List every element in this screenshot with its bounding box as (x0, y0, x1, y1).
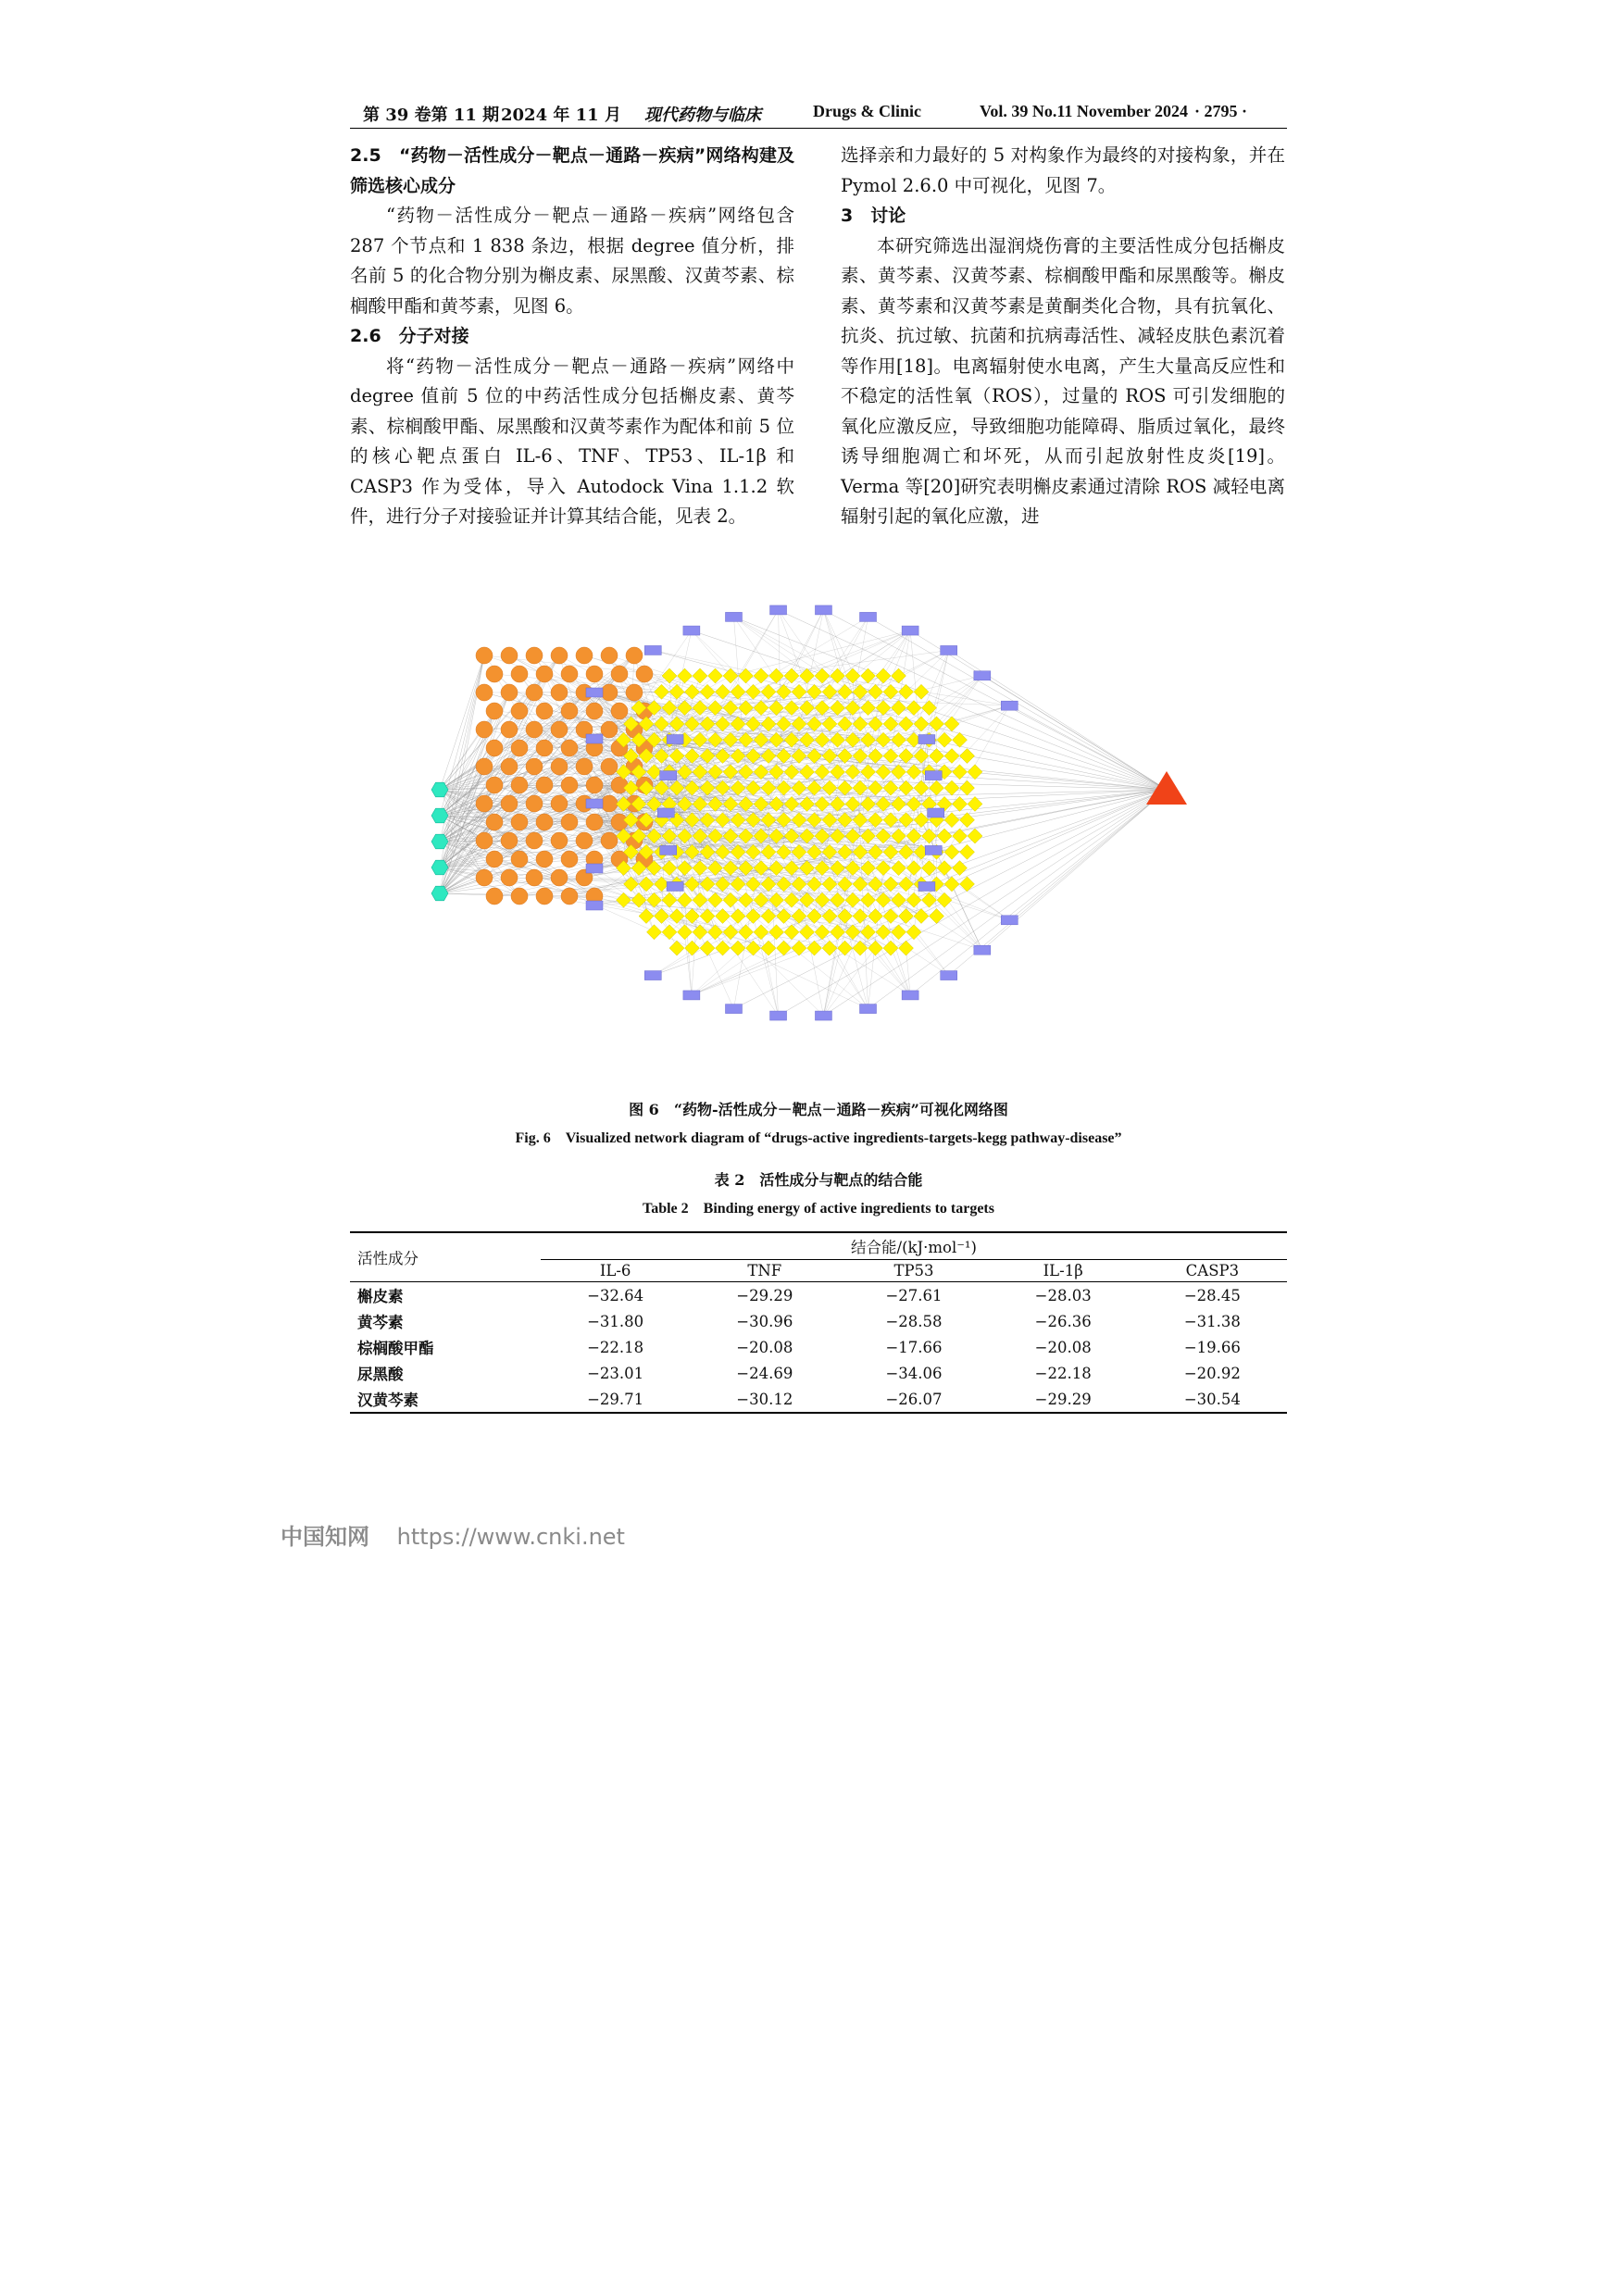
target-node (960, 749, 975, 764)
target-node (746, 877, 761, 892)
ingredient-node (576, 647, 593, 664)
target-node (883, 780, 898, 795)
network-edge (982, 676, 1167, 790)
ingredient-node (501, 721, 518, 738)
target-node (678, 861, 693, 876)
ingredient-node (501, 684, 518, 701)
ingredient-node (551, 795, 568, 812)
target-node (838, 941, 853, 955)
table-row (350, 1334, 1287, 1360)
target-node (662, 892, 677, 907)
pathway-node (586, 734, 603, 743)
table-caption-cn: 表 2 活性成分与靶点的结合能 (714, 1171, 923, 1189)
target-node (899, 877, 914, 892)
ingredient-name: 尿黑酸 (357, 1366, 404, 1383)
ingredient-node (526, 795, 543, 812)
table-cell: −29.29 (736, 1286, 793, 1304)
target-node (960, 877, 975, 892)
network-diagram (421, 600, 1230, 1051)
ingredient-node (536, 814, 553, 830)
target-node (647, 892, 662, 907)
target-node (845, 765, 860, 780)
target-node (754, 892, 768, 907)
target-node (944, 877, 959, 892)
target-node (792, 941, 806, 955)
table-cell: −28.58 (885, 1312, 943, 1330)
ingredient-node (586, 777, 603, 793)
table-column-header: IL-6 (599, 1262, 631, 1279)
table-cell: −28.03 (1034, 1286, 1092, 1304)
target-node (700, 941, 715, 955)
ingredient-node (611, 777, 628, 793)
pathway-node (860, 612, 877, 621)
table-column-header: CASP3 (1185, 1262, 1240, 1279)
target-node (876, 701, 891, 716)
ingredient-node (561, 851, 578, 867)
table-row (350, 1282, 1287, 1309)
ingredient-node (611, 666, 628, 682)
ingredient-node (601, 721, 618, 738)
ingredient-node (561, 740, 578, 756)
journal-volume-en: Vol. 39 No.11 November 2024 (980, 102, 1188, 120)
pathway-node (925, 771, 942, 780)
ingredient-node (601, 647, 618, 664)
ingredient-name: 黄芩素 (357, 1314, 404, 1331)
ingredient-node (476, 795, 493, 812)
ingredient-node (486, 888, 503, 905)
journal-date: 2024 年 11 月 (501, 106, 621, 125)
target-node (899, 780, 914, 795)
section-2-5-paragraph: “药物－活性成分－靶点－通路－疾病”网络包含 287 个节点和 1 838 条边，根据 degree 值分析，排名前 5 的化合物分别为槲皮素、尿黑酸、汉黄芩素、棕榈酸甲酯和黄芩素，见图 6。 (350, 205, 794, 317)
target-node (678, 925, 693, 940)
ingredient-name: 棕榈酸甲酯 (357, 1340, 434, 1357)
table-cell: −28.45 (1183, 1286, 1241, 1304)
ingredient-node (511, 814, 528, 830)
target-node (937, 732, 952, 747)
table-cell: −31.38 (1183, 1312, 1241, 1330)
target-node (731, 684, 745, 699)
target-node (800, 892, 815, 907)
table-column-header: TNF (747, 1262, 782, 1279)
ingredient-node (501, 758, 518, 775)
target-node (883, 717, 898, 731)
target-node (906, 925, 921, 940)
table-cell: −27.61 (885, 1286, 943, 1304)
pathway-node (770, 605, 787, 615)
target-node (617, 892, 631, 907)
table-row (350, 1308, 1287, 1334)
pathway-node (660, 771, 677, 780)
target-node (792, 749, 806, 764)
ingredient-node (486, 851, 503, 867)
target-node (899, 941, 914, 955)
table-cell: −30.54 (1183, 1390, 1241, 1408)
pathway-node (860, 1004, 877, 1014)
pathway-node (941, 645, 957, 655)
network-edge (692, 932, 822, 995)
ingredient-node (501, 832, 518, 849)
target-node (669, 941, 684, 955)
pathway-node (918, 881, 935, 891)
target-node (853, 909, 868, 924)
ingredient-node (611, 703, 628, 719)
journal-title-en: Drugs & Clinic (813, 102, 921, 120)
table-cell: −20.92 (1183, 1364, 1241, 1382)
ingredient-node (501, 647, 518, 664)
pathway-node (925, 845, 942, 855)
cnki-url[interactable]: https://www.cnki.net (396, 1524, 625, 1550)
ingredient-node (476, 832, 493, 849)
ingredient-node (536, 740, 553, 756)
table-cell: −29.71 (587, 1390, 644, 1408)
target-node (861, 796, 876, 811)
network-edge (1009, 790, 1167, 920)
pathway-node (644, 971, 661, 980)
table-cell: −31.80 (587, 1312, 644, 1330)
table-cell: −19.66 (1183, 1338, 1241, 1356)
target-node (845, 829, 860, 843)
ingredient-node (586, 703, 603, 719)
pathway-node (941, 971, 957, 980)
pathway-node (667, 735, 683, 744)
table-cell: −17.66 (885, 1338, 943, 1356)
table-cell: −32.64 (587, 1286, 644, 1304)
target-node (937, 892, 952, 907)
section-2-6-heading: 2.6 分子对接 (350, 326, 469, 346)
ingredient-node (486, 703, 503, 719)
target-node (800, 925, 815, 940)
page-number: · 2795 · (1194, 102, 1248, 120)
table-cell: −26.36 (1034, 1312, 1092, 1330)
pathway-node (902, 626, 918, 635)
table-row-header: 活性成分 (357, 1250, 418, 1267)
ingredient-node (551, 684, 568, 701)
target-node (822, 749, 837, 764)
section-2-5-heading: 2.5 “药物－活性成分－靶点－通路－疾病”网络构建及筛选核心成分 (350, 145, 794, 196)
target-node (647, 925, 662, 940)
target-node (662, 925, 677, 940)
ingredient-node (561, 777, 578, 793)
section-3-heading: 3 讨论 (841, 206, 906, 226)
ingredient-node (526, 647, 543, 664)
ingredient-node (476, 684, 493, 701)
network-figure (421, 600, 1230, 1051)
ingredient-node (561, 814, 578, 830)
target-node (655, 909, 669, 924)
ingredient-node (476, 721, 493, 738)
target-node (853, 844, 868, 859)
target-node (906, 701, 921, 716)
target-node (914, 813, 929, 828)
journal-title-cn: 现代药物与临床 (644, 106, 761, 125)
pathway-node (974, 671, 991, 680)
ingredient-node (526, 684, 543, 701)
table-cell: −23.01 (587, 1364, 644, 1382)
target-node (960, 780, 975, 795)
target-node (868, 813, 883, 828)
ingredient-node (511, 703, 528, 719)
ingredient-node (526, 832, 543, 849)
ingredient-node (561, 666, 578, 682)
target-node (876, 668, 891, 683)
ingredient-node (526, 758, 543, 775)
target-node (685, 684, 700, 699)
target-node (777, 717, 792, 731)
target-node (892, 925, 906, 940)
table-cell: −24.69 (736, 1364, 793, 1382)
ingredient-node (561, 703, 578, 719)
ingredient-node (586, 666, 603, 682)
cnki-footer (281, 1518, 625, 1551)
ingredient-node (536, 666, 553, 682)
target-node (807, 941, 822, 955)
journal-volume: 第 39 卷第 11 期 (363, 106, 500, 125)
pathway-node (815, 1011, 831, 1020)
target-node (883, 684, 898, 699)
table-cell: −22.18 (1034, 1364, 1092, 1382)
target-node (655, 684, 669, 699)
ingredient-node (486, 777, 503, 793)
ingredient-node (586, 814, 603, 830)
pathway-node (683, 626, 700, 635)
target-node (769, 668, 784, 683)
ingredient-node (601, 758, 618, 775)
pathway-node (974, 945, 991, 955)
ingredient-node (501, 869, 518, 886)
target-node (708, 668, 723, 683)
target-node (930, 909, 944, 924)
section-2-6-paragraph: 将“药物－活性成分－靶点－通路－疾病”网络中 degree 值前 5 位的中药活性成分包括槲皮素、黄芩素、棕榈酸甲酯、尿黑酸和汉黄芩素作为配体和前 5 位的核心靶点蛋白 IL-6、TNF、TP53、IL-1β 和 CASP3 作为受体，导入 Autodock Vina 1.1.2 软件，进行分子对接验证并计算其结合能，见表 2。 (350, 355, 794, 527)
section-3-paragraph: 本研究筛选出湿润烧伤膏的主要活性成分包括槲皮素、黄芩素、汉黄芩素、棕榈酸甲酯和尿黑酸等。槲皮素、黄芩素和汉黄芩素是黄酮类化合物，具有抗氧化、抗炎、抗过敏、抗菌和抗病毒活性、减轻皮肤色素沉着等作用[18]。电离辐射使水电离，产生大量高反应性和不稳定的活性氧（ROS），过量的 ROS 可引发细胞的氧化应激反应，导致细胞功能障碍、脂质过氧化，最终诱导细胞凋亡和坏死，从而引起放射性皮炎[19]。Verma 等[20]研究表明槲皮素通过清除 ROS 减轻电离辐射引起的氧化应激，进 (841, 234, 1285, 527)
target-node (953, 796, 968, 811)
ingredient-node (551, 721, 568, 738)
ingredient-node (626, 684, 643, 701)
table-cell: −26.07 (885, 1390, 943, 1408)
table (350, 1231, 1287, 1414)
target-node (822, 941, 837, 955)
table-cell: −30.12 (736, 1390, 793, 1408)
target-node (906, 861, 921, 876)
ingredient-node (501, 795, 518, 812)
ingredient-node (486, 740, 503, 756)
ingredient-node (551, 832, 568, 849)
target-node (892, 701, 906, 716)
target-node (944, 717, 959, 731)
ingredient-node (536, 851, 553, 867)
target-node (953, 829, 968, 843)
target-node (883, 877, 898, 892)
left-column (350, 141, 794, 532)
target-node (845, 796, 860, 811)
ingredient-node (626, 647, 643, 664)
table-column-header: TP53 (893, 1262, 934, 1279)
ingredient-node (601, 684, 618, 701)
target-node (853, 749, 868, 764)
pathway-node (586, 799, 603, 808)
drug-node (431, 834, 448, 849)
table-group-header: 结合能/(kJ·mol⁻¹) (541, 1232, 1287, 1260)
pathway-node (586, 688, 603, 697)
target-node (944, 749, 959, 764)
ingredient-node (476, 758, 493, 775)
target-node (746, 684, 761, 699)
pathway-node (586, 901, 603, 910)
table-cell: −22.18 (587, 1338, 644, 1356)
ingredient-node (511, 740, 528, 756)
target-node (693, 668, 707, 683)
binding-energy-table (350, 1231, 1287, 1414)
table-cell: −30.96 (736, 1312, 793, 1330)
target-node (861, 701, 876, 716)
table-cell: −34.06 (885, 1364, 943, 1382)
network-edge (936, 724, 937, 813)
ingredient-node (511, 851, 528, 867)
target-node (914, 684, 929, 699)
target-node (853, 684, 868, 699)
ingredient-node (511, 777, 528, 793)
ingredient-node (551, 758, 568, 775)
table-cell: −20.08 (1034, 1338, 1092, 1356)
ingredient-node (551, 647, 568, 664)
ingredient-node (526, 721, 543, 738)
ingredient-node (536, 777, 553, 793)
pathway-node (725, 612, 742, 621)
table-cell: −20.08 (736, 1338, 793, 1356)
figure-caption-en: Fig. 6 Visualized network diagram of “drugs-active ingredients-targets-kegg pathway-disease” (515, 1130, 1122, 1146)
target-node (792, 877, 806, 892)
network-edge (883, 932, 949, 976)
target-node (899, 909, 914, 924)
target-node (861, 668, 876, 683)
target-node (968, 765, 982, 780)
target-node (914, 717, 929, 731)
target-node (922, 829, 937, 843)
target-node (700, 684, 715, 699)
figure-caption-cn: 图 6 “药物-活性成分－靶点－通路－疾病”可视化网络图 (629, 1101, 1008, 1118)
pathway-node (1001, 916, 1018, 925)
pathway-node (683, 991, 700, 1000)
ingredient-node (486, 814, 503, 830)
ingredient-node (551, 869, 568, 886)
target-node (678, 668, 693, 683)
disease-node (1146, 771, 1187, 805)
pathway-node (657, 808, 674, 817)
pathway-node (1001, 701, 1018, 710)
ingredient-node (601, 795, 618, 812)
target-node (708, 925, 723, 940)
ingredient-node (536, 703, 553, 719)
ingredient-node (526, 869, 543, 886)
table-cell: −29.29 (1034, 1390, 1092, 1408)
target-node (723, 892, 738, 907)
ingredient-node (576, 832, 593, 849)
ingredient-node (511, 666, 528, 682)
target-node (723, 668, 738, 683)
target-node (883, 909, 898, 924)
right-column (841, 141, 1285, 532)
target-node (800, 668, 815, 683)
pathway-node (644, 645, 661, 655)
pathway-node (902, 991, 918, 1000)
ingredient-name: 槲皮素 (357, 1288, 404, 1305)
target-node (876, 925, 891, 940)
ingredient-node (536, 888, 553, 905)
target-node (815, 796, 830, 811)
network-edge (733, 617, 1167, 790)
target-node (968, 829, 982, 843)
target-node (831, 925, 845, 940)
pathway-node (815, 605, 831, 615)
table-column-header: IL-1β (1043, 1262, 1083, 1279)
target-node (822, 909, 837, 924)
ingredient-node (486, 666, 503, 682)
target-node (845, 861, 860, 876)
target-node (868, 909, 883, 924)
target-node (868, 717, 883, 731)
target-node (754, 796, 768, 811)
target-node (937, 861, 952, 876)
ingredient-node (601, 832, 618, 849)
network-edge (1009, 705, 1167, 790)
right-column-paragraph: 选择亲和力最好的 5 对构象作为最终的对接构象，并在 Pymol 2.6.0 中可视化，见图 7。 (841, 144, 1285, 196)
table-row (350, 1360, 1287, 1386)
ingredient-node (576, 758, 593, 775)
table-row (350, 1386, 1287, 1413)
cnki-logo-text: 中国知网 (281, 1524, 369, 1550)
ingredient-node (476, 869, 493, 886)
pathway-node (667, 881, 683, 891)
target-node (930, 749, 944, 764)
ingredient-node (561, 888, 578, 905)
pathway-node (770, 1011, 787, 1020)
target-node (746, 941, 761, 955)
target-node (937, 829, 952, 843)
pathway-node (660, 845, 677, 855)
ingredient-name: 汉黄芩素 (357, 1391, 418, 1409)
target-node (899, 813, 914, 828)
table-caption-en: Table 2 Binding energy of active ingredients to targets (643, 1201, 994, 1217)
ingredient-node (636, 666, 653, 682)
target-node (868, 941, 883, 955)
pathway-node (725, 1004, 742, 1014)
ingredient-node (611, 814, 628, 830)
pathway-node (586, 864, 603, 873)
pathway-node (928, 808, 944, 817)
target-node (960, 844, 975, 859)
running-head (350, 100, 1287, 129)
ingredient-node (511, 888, 528, 905)
ingredient-node (476, 647, 493, 664)
pathway-node (918, 735, 935, 744)
target-node (678, 892, 693, 907)
